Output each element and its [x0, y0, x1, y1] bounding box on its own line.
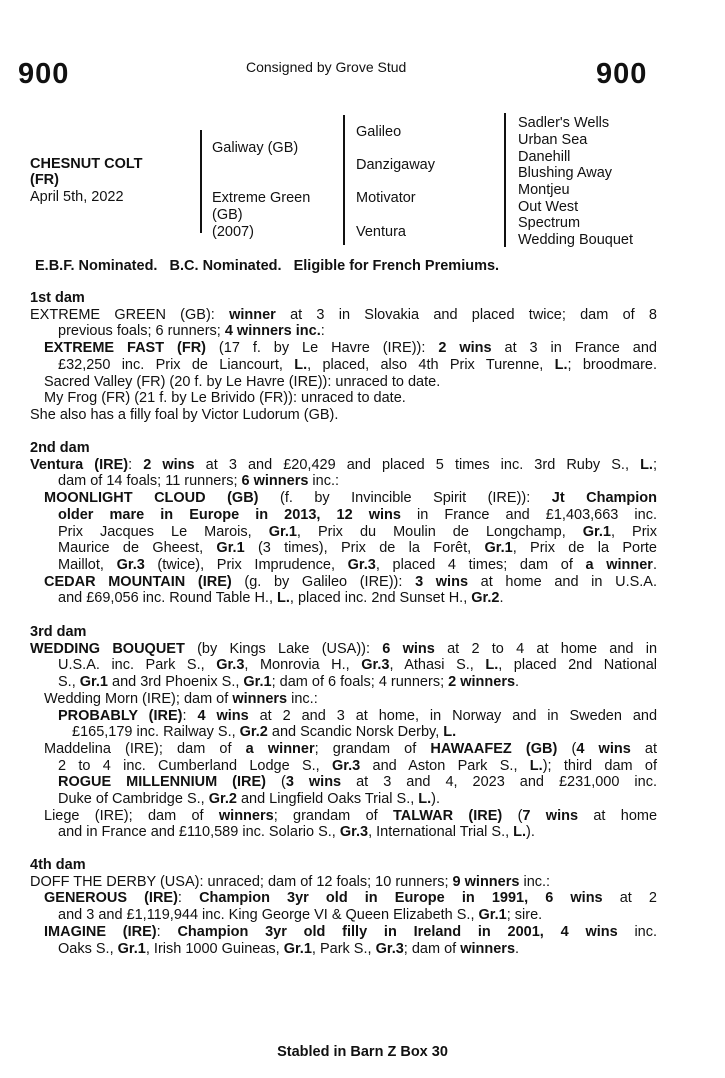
- text-segment: (by Kings Lake (USA)):: [184, 640, 383, 657]
- text-segment: , placed inc. 2nd Sunset H.,: [289, 590, 472, 607]
- text-segment: L.: [513, 824, 527, 841]
- text-segment: 9 winners: [452, 873, 520, 890]
- text-segment: :: [156, 923, 178, 940]
- pedigree-line: [30, 574, 657, 591]
- text-segment: :: [182, 707, 198, 724]
- pedigree-bracket-3: [504, 113, 506, 247]
- pedigree-line: [30, 507, 657, 524]
- pedigree-line: [30, 590, 657, 607]
- text-segment: (g. by Galileo (IRE)):: [231, 573, 416, 590]
- text-segment: at 2 to 4 at home and in: [434, 640, 658, 657]
- text-segment: at home: [578, 807, 658, 824]
- text-segment: Gr.2: [239, 724, 268, 741]
- pedigree-gen3-4: Blushing Away: [518, 165, 613, 181]
- pedigree-bracket-1: [200, 130, 202, 233]
- pedigree-line: [30, 691, 657, 708]
- text-segment: Champion 3yr old filly in Ireland in 2001, 4 wins: [177, 923, 618, 940]
- text-segment: ; dam of 6 foals; 4 runners;: [271, 674, 449, 691]
- text-segment: ; sire.: [506, 907, 543, 924]
- text-segment: Gr.1: [484, 540, 513, 557]
- text-segment: inc.: [617, 923, 658, 940]
- text-segment: .: [515, 940, 520, 957]
- text-segment: L.: [554, 356, 568, 373]
- pedigree-line: [30, 473, 657, 490]
- text-segment: Champion 3yr old in Europe in 1991, 6 wins: [199, 890, 603, 907]
- text-segment: (twice), Prix Imprudence,: [144, 556, 348, 573]
- pedigree-line: [30, 907, 657, 924]
- text-segment: at 3 and 4, 2023 and £231,000 inc.: [341, 774, 657, 791]
- pedigree-line: [30, 323, 657, 340]
- text-segment: 2 wins: [143, 456, 195, 473]
- pedigree-gen2-3: Motivator: [356, 190, 416, 206]
- pedigree-gen2-1: Galileo: [356, 124, 402, 140]
- text-segment: at 2: [602, 890, 657, 907]
- text-segment: , Prix: [611, 523, 658, 540]
- text-segment: DOFF THE DERBY (USA): unraced; dam of 12 foals; 10 runners;: [30, 873, 453, 890]
- pedigree-sire: Galiway (GB): [212, 140, 299, 156]
- pedigree-line: [30, 708, 657, 725]
- text-segment: , placed, also 4th Prix Turenne,: [307, 356, 555, 373]
- pedigree-dam-name: Extreme Green: [212, 190, 311, 206]
- pedigree-gen3-6: Out West: [518, 199, 579, 215]
- text-segment: :: [128, 456, 144, 473]
- text-segment: ).: [526, 824, 535, 841]
- pedigree-dam-year: (2007): [212, 224, 254, 240]
- text-segment: Gr.1: [268, 523, 297, 540]
- text-segment: ; grandam of: [273, 807, 393, 824]
- text-segment: Duke of Cambridge S.,: [58, 791, 209, 808]
- text-segment: a winner: [585, 556, 653, 573]
- pedigree-gen3-2: Urban Sea: [518, 132, 588, 148]
- text-segment: L.: [418, 791, 432, 808]
- text-segment: Gr.1: [478, 907, 507, 924]
- text-segment: .: [652, 556, 657, 573]
- text-segment: at 3 in Slovakia and placed twice; dam of 8: [275, 306, 657, 323]
- text-segment: (3 times), Prix de la Forêt,: [244, 540, 485, 557]
- text-segment: :: [320, 323, 325, 340]
- text-segment: in France and £1,403,663 inc.: [400, 506, 657, 523]
- text-segment: Gr.2: [208, 791, 237, 808]
- text-segment: 6 winners: [241, 473, 309, 490]
- lot-number-right: 900: [596, 58, 648, 90]
- text-segment: Gr.3: [216, 657, 245, 674]
- section-2nd-dam: [30, 440, 657, 607]
- pedigree-line: [30, 824, 657, 841]
- text-segment: 2 winners: [448, 674, 516, 691]
- text-segment: 4 wins: [576, 740, 631, 757]
- text-segment: Maurice de Gheest,: [58, 540, 217, 557]
- text-segment: Jt Champion: [551, 490, 658, 507]
- text-segment: U.S.A. inc. Park S.,: [58, 657, 217, 674]
- text-segment: , Athasi S.,: [389, 657, 486, 674]
- text-segment: L.: [443, 724, 457, 741]
- text-segment: , Prix du Moulin de Longchamp,: [296, 523, 583, 540]
- text-segment: inc.:: [519, 873, 551, 890]
- pedigree-line: [30, 741, 657, 758]
- text-segment: , placed 4 times; dam of: [375, 556, 586, 573]
- pedigree-line: [30, 674, 657, 691]
- text-segment: Sacred Valley (FR) (20 f. by Le Havre (IRE)): unraced to date.: [44, 373, 441, 390]
- text-segment: a winner: [245, 740, 315, 757]
- text-segment: winner: [229, 306, 276, 323]
- pedigree-line: [30, 390, 657, 407]
- pedigree-line: [30, 874, 657, 891]
- text-segment: and 3rd Phoenix S.,: [107, 674, 244, 691]
- text-segment: Gr.1: [582, 523, 611, 540]
- lot-number-left: 900: [18, 58, 70, 90]
- text-segment: , Irish 1000 Guineas,: [145, 940, 284, 957]
- pedigree-line: [30, 657, 657, 674]
- text-segment: ); third dam of: [542, 757, 657, 774]
- text-segment: dam of 14 foals; 11 runners;: [58, 473, 242, 490]
- text-segment: inc.:: [308, 473, 340, 490]
- text-segment: (: [266, 774, 286, 791]
- horse-dob: April 5th, 2022: [30, 189, 124, 205]
- text-segment: and Lingfield Oaks Trial S.,: [236, 791, 419, 808]
- text-segment: ; broodmare.: [567, 356, 658, 373]
- text-segment: Wedding Morn (IRE); dam of: [44, 690, 233, 707]
- text-segment: (f. by Invincible Spirit (IRE)):: [258, 490, 552, 507]
- text-segment: Gr.1: [117, 940, 146, 957]
- text-segment: £32,250 inc. Prix de Liancourt,: [58, 356, 295, 373]
- text-segment: 4 winners inc.: [224, 323, 321, 340]
- text-segment: .: [499, 590, 504, 607]
- text-segment: , Park S.,: [311, 940, 376, 957]
- pedigree-gen3-5: Montjeu: [518, 182, 570, 198]
- text-segment: 3 wins: [285, 774, 342, 791]
- text-segment: L.: [294, 356, 308, 373]
- text-segment: Gr.3: [361, 657, 390, 674]
- section-heading: 3rd dam: [30, 624, 87, 640]
- section-3rd-dam: [30, 624, 657, 841]
- pedigree-line: [30, 357, 657, 374]
- pedigree-dam-country: (GB): [212, 207, 243, 223]
- text-segment: Gr.3: [116, 556, 145, 573]
- text-segment: at: [630, 740, 658, 757]
- text-segment: S.,: [58, 674, 80, 691]
- text-segment: 7 wins: [522, 807, 579, 824]
- text-segment: HAWAAFEZ (GB): [430, 740, 558, 757]
- pedigree-line: [30, 758, 657, 775]
- text-segment: at 3 and £20,429 and placed 5 times inc. 3rd Ruby S.,: [194, 456, 641, 473]
- stabling-info: Stabled in Barn Z Box 30: [277, 1044, 448, 1060]
- section-heading: 2nd dam: [30, 440, 90, 456]
- pedigree-line: [30, 340, 657, 357]
- text-segment: winners: [218, 807, 274, 824]
- pedigree-gen3-1: Sadler's Wells: [518, 115, 610, 131]
- pedigree-line: [30, 791, 657, 808]
- nominations: E.B.F. Nominated. B.C. Nominated. Eligible for French Premiums.: [35, 258, 500, 274]
- pedigree-line: [30, 374, 657, 391]
- text-segment: inc.:: [287, 690, 318, 707]
- text-segment: Gr.1: [79, 674, 108, 691]
- text-segment: My Frog (FR) (21 f. by Le Brivido (FR)): unraced to date.: [44, 390, 406, 407]
- text-segment: Gr.3: [339, 824, 369, 841]
- text-segment: £165,179 inc. Railway S.,: [72, 724, 240, 741]
- text-segment: winners: [232, 690, 288, 707]
- text-segment: 6 wins: [382, 640, 435, 657]
- text-segment: EXTREME GREEN (GB):: [30, 306, 230, 323]
- text-segment: WEDDING BOUQUET: [30, 640, 185, 657]
- text-segment: (17 f. by Le Havre (IRE)):: [206, 340, 439, 357]
- section-4th-dam: [30, 857, 657, 957]
- pedigree-gen3-3: Danehill: [518, 149, 571, 165]
- text-segment: (: [502, 807, 523, 824]
- text-segment: L.: [529, 757, 543, 774]
- text-segment: Gr.1: [283, 940, 312, 957]
- text-segment: She also has a filly foal by Victor Ludorum (GB).: [30, 406, 339, 423]
- pedigree-gen2-2: Danzigaway: [356, 157, 435, 173]
- pedigree-line: [30, 490, 657, 507]
- pedigree-line: [30, 941, 657, 958]
- consignor: Consigned by Grove Stud: [246, 59, 407, 75]
- text-segment: L.: [277, 590, 290, 607]
- pedigree-line: [30, 890, 657, 907]
- text-segment: Oaks S.,: [58, 940, 118, 957]
- text-segment: 4 wins: [197, 707, 249, 724]
- horse-name: CHESNUT COLT: [30, 156, 143, 172]
- pedigree-line: [30, 808, 657, 825]
- text-segment: Gr.1: [216, 540, 245, 557]
- text-segment: and Aston Park S.,: [360, 757, 530, 774]
- pedigree-line: [30, 457, 657, 474]
- text-segment: L.: [640, 456, 653, 473]
- text-segment: winners: [460, 940, 516, 957]
- pedigree-gen2-4: Ventura: [356, 224, 406, 240]
- horse-name-country: (FR): [30, 172, 59, 188]
- pedigree-bracket-2: [343, 115, 345, 245]
- section-heading: 1st dam: [30, 290, 85, 306]
- text-segment: ;: [652, 456, 657, 473]
- text-segment: and in France and £110,589 inc. Solario S.,: [58, 824, 340, 841]
- text-segment: , Monrovia H.,: [244, 657, 362, 674]
- text-segment: IMAGINE (IRE): [44, 923, 157, 940]
- text-segment: .: [515, 674, 520, 691]
- text-segment: TALWAR (IRE): [392, 807, 503, 824]
- pedigree-gen3-7: Spectrum: [518, 215, 581, 231]
- pedigree-line: [30, 524, 657, 541]
- text-segment: Ventura (IRE): [30, 456, 129, 473]
- text-segment: 2 to 4 inc. Cumberland Lodge S.,: [58, 757, 332, 774]
- pedigree-line: [30, 540, 657, 557]
- text-segment: Prix Jacques Le Marois,: [58, 523, 269, 540]
- pedigree-gen3-8: Wedding Bouquet: [518, 232, 634, 248]
- text-segment: at home and in U.S.A.: [468, 573, 658, 590]
- text-segment: PROBABLY (IRE): [58, 707, 183, 724]
- text-segment: (: [557, 740, 577, 757]
- text-segment: Maillot,: [58, 556, 117, 573]
- text-segment: Gr.3: [347, 556, 376, 573]
- text-segment: , International Trial S.,: [368, 824, 514, 841]
- pedigree-line: [30, 307, 657, 324]
- text-segment: at 2 and 3 at home, in Norway and in Sweden and: [248, 707, 658, 724]
- text-segment: ).: [431, 791, 441, 808]
- text-segment: ROGUE MILLENNIUM (IRE): [58, 774, 266, 791]
- pedigree-line: [30, 407, 657, 424]
- text-segment: :: [177, 890, 200, 907]
- pedigree-line: [30, 641, 657, 658]
- section-heading: 4th dam: [30, 857, 86, 873]
- text-segment: Gr.3: [332, 757, 361, 774]
- pedigree-line: [30, 724, 657, 741]
- text-segment: Gr.2: [471, 590, 500, 607]
- text-segment: L.: [485, 657, 499, 674]
- text-segment: , Prix de la Porte: [512, 540, 657, 557]
- text-segment: 3 wins: [415, 573, 469, 590]
- text-segment: CEDAR MOUNTAIN (IRE): [44, 573, 232, 590]
- section-1st-dam: [30, 290, 657, 424]
- text-segment: previous foals; 6 runners;: [58, 323, 225, 340]
- text-segment: and 3 and £1,119,944 inc. King George VI & Queen Elizabeth S.,: [58, 907, 479, 924]
- text-segment: EXTREME FAST (FR): [44, 340, 206, 357]
- text-segment: Liege (IRE); dam of: [44, 807, 219, 824]
- text-segment: and Scandic Norsk Derby,: [267, 724, 444, 741]
- text-segment: Gr.3: [375, 940, 404, 957]
- text-segment: GENEROUS (IRE): [44, 890, 178, 907]
- text-segment: Gr.1: [243, 674, 272, 691]
- text-segment: , placed 2nd National: [498, 657, 658, 674]
- text-segment: 2 wins: [438, 340, 492, 357]
- text-segment: ; grandam of: [314, 740, 431, 757]
- text-segment: older mare in Europe in 2013, 12 wins: [58, 506, 401, 523]
- text-segment: at 3 in France and: [491, 340, 657, 357]
- text-segment: ; dam of: [403, 940, 461, 957]
- text-segment: MOONLIGHT CLOUD (GB): [44, 490, 259, 507]
- pedigree-line: [30, 924, 657, 941]
- text-segment: Maddelina (IRE); dam of: [44, 740, 246, 757]
- pedigree-line: [30, 774, 657, 791]
- text-segment: and £69,056 inc. Round Table H.,: [58, 590, 278, 607]
- pedigree-line: [30, 557, 657, 574]
